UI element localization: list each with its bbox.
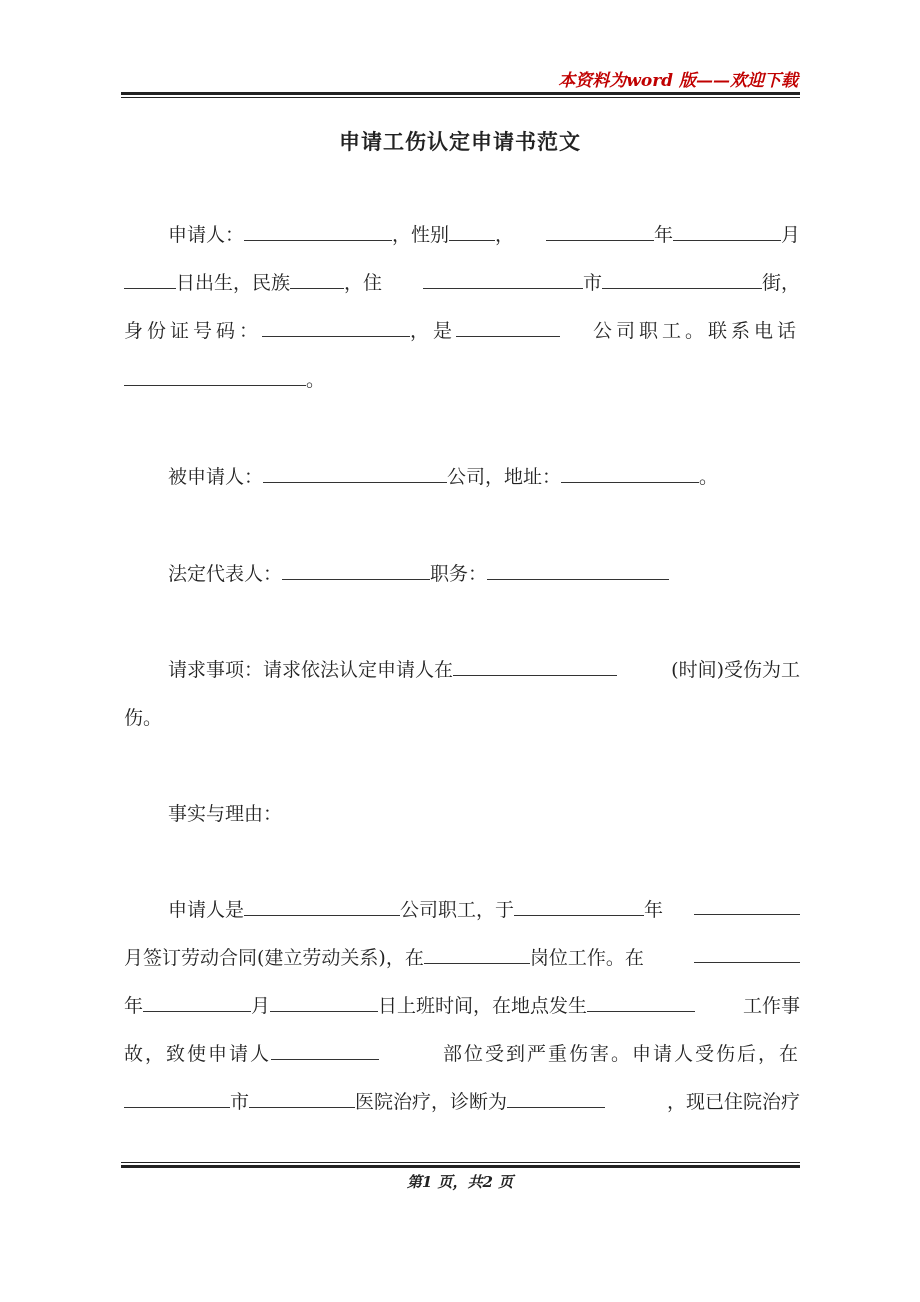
job-position-blank[interactable] bbox=[424, 946, 530, 964]
request-line-1: 请求事项：请求依法认定申请人在 (时间)受伤为工 bbox=[168, 659, 800, 681]
respondent-line: 被申请人： 公司，地址： 。 bbox=[168, 466, 719, 488]
birth-day-blank[interactable] bbox=[124, 271, 176, 289]
header-rule bbox=[121, 92, 800, 95]
facts-company-blank[interactable] bbox=[244, 898, 400, 916]
header-rule-thin bbox=[121, 97, 800, 98]
footer-rule bbox=[121, 1165, 800, 1168]
id-number-blank[interactable] bbox=[262, 319, 410, 337]
legal-rep-blank[interactable] bbox=[282, 562, 430, 580]
facts-line-4: 故，致使申请人 部位受到严重伤害。申请人受伤后，在 bbox=[124, 1043, 800, 1065]
applicant-line-3: 身份证号码： ，是 公司职工。联系电话 bbox=[124, 320, 800, 342]
header-note: 本资料为word 版——欢迎下载 bbox=[558, 71, 798, 91]
facts-heading: 事实与理由： bbox=[168, 803, 283, 825]
birth-month-blank[interactable] bbox=[673, 223, 781, 241]
facts-line-2: 月签订劳动合同(建立劳动关系)，在 岗位工作。在 bbox=[124, 945, 800, 971]
phone-blank[interactable] bbox=[124, 368, 306, 386]
contract-month-blank[interactable] bbox=[694, 897, 800, 915]
applicant-line-4: 。 bbox=[124, 367, 800, 393]
facts-line-3: 年 月 日上班时间，在地点发生 工作事 bbox=[124, 995, 800, 1017]
name-blank[interactable] bbox=[244, 223, 392, 241]
accident-place-blank[interactable] bbox=[587, 994, 695, 1012]
ethnicity-blank[interactable] bbox=[290, 271, 344, 289]
injury-time-blank[interactable] bbox=[453, 658, 617, 676]
birth-year-blank[interactable] bbox=[546, 223, 654, 241]
street-blank[interactable] bbox=[602, 271, 762, 289]
applicant-line-2: 日出生，民族 ，住 市 街， bbox=[124, 270, 800, 296]
residence-blank[interactable] bbox=[423, 271, 583, 289]
injured-body-part-blank[interactable] bbox=[271, 1042, 379, 1060]
accident-month-blank[interactable] bbox=[143, 994, 251, 1012]
page-number: 第1 页，共2 页 bbox=[406, 1173, 514, 1191]
position-blank[interactable] bbox=[487, 562, 669, 580]
applicant-line-1: 申请人： ，性别 ， 年 月 bbox=[168, 224, 800, 246]
facts-line-1: 申请人是 公司职工，于 年 bbox=[168, 897, 800, 923]
hospital-name-blank[interactable] bbox=[249, 1090, 355, 1108]
facts-line-5: 市 医院治疗，诊断为 ，现已住院治疗 bbox=[124, 1089, 800, 1115]
document-title: 申请工伤认定申请书范文 bbox=[339, 129, 581, 154]
respondent-address-blank[interactable] bbox=[561, 465, 699, 483]
employer-blank[interactable] bbox=[456, 319, 560, 337]
accident-year-blank[interactable] bbox=[694, 945, 800, 963]
accident-day-blank[interactable] bbox=[270, 994, 378, 1012]
respondent-company-blank[interactable] bbox=[263, 465, 447, 483]
footer-rule-thin bbox=[121, 1162, 800, 1163]
gender-blank[interactable] bbox=[449, 223, 495, 241]
request-line-2: 伤。 bbox=[124, 707, 163, 729]
diagnosis-blank[interactable] bbox=[507, 1090, 605, 1108]
legal-rep-line: 法定代表人： 职务： bbox=[168, 561, 800, 587]
hospital-city-blank[interactable] bbox=[124, 1090, 230, 1108]
contract-year-blank[interactable] bbox=[514, 898, 644, 916]
